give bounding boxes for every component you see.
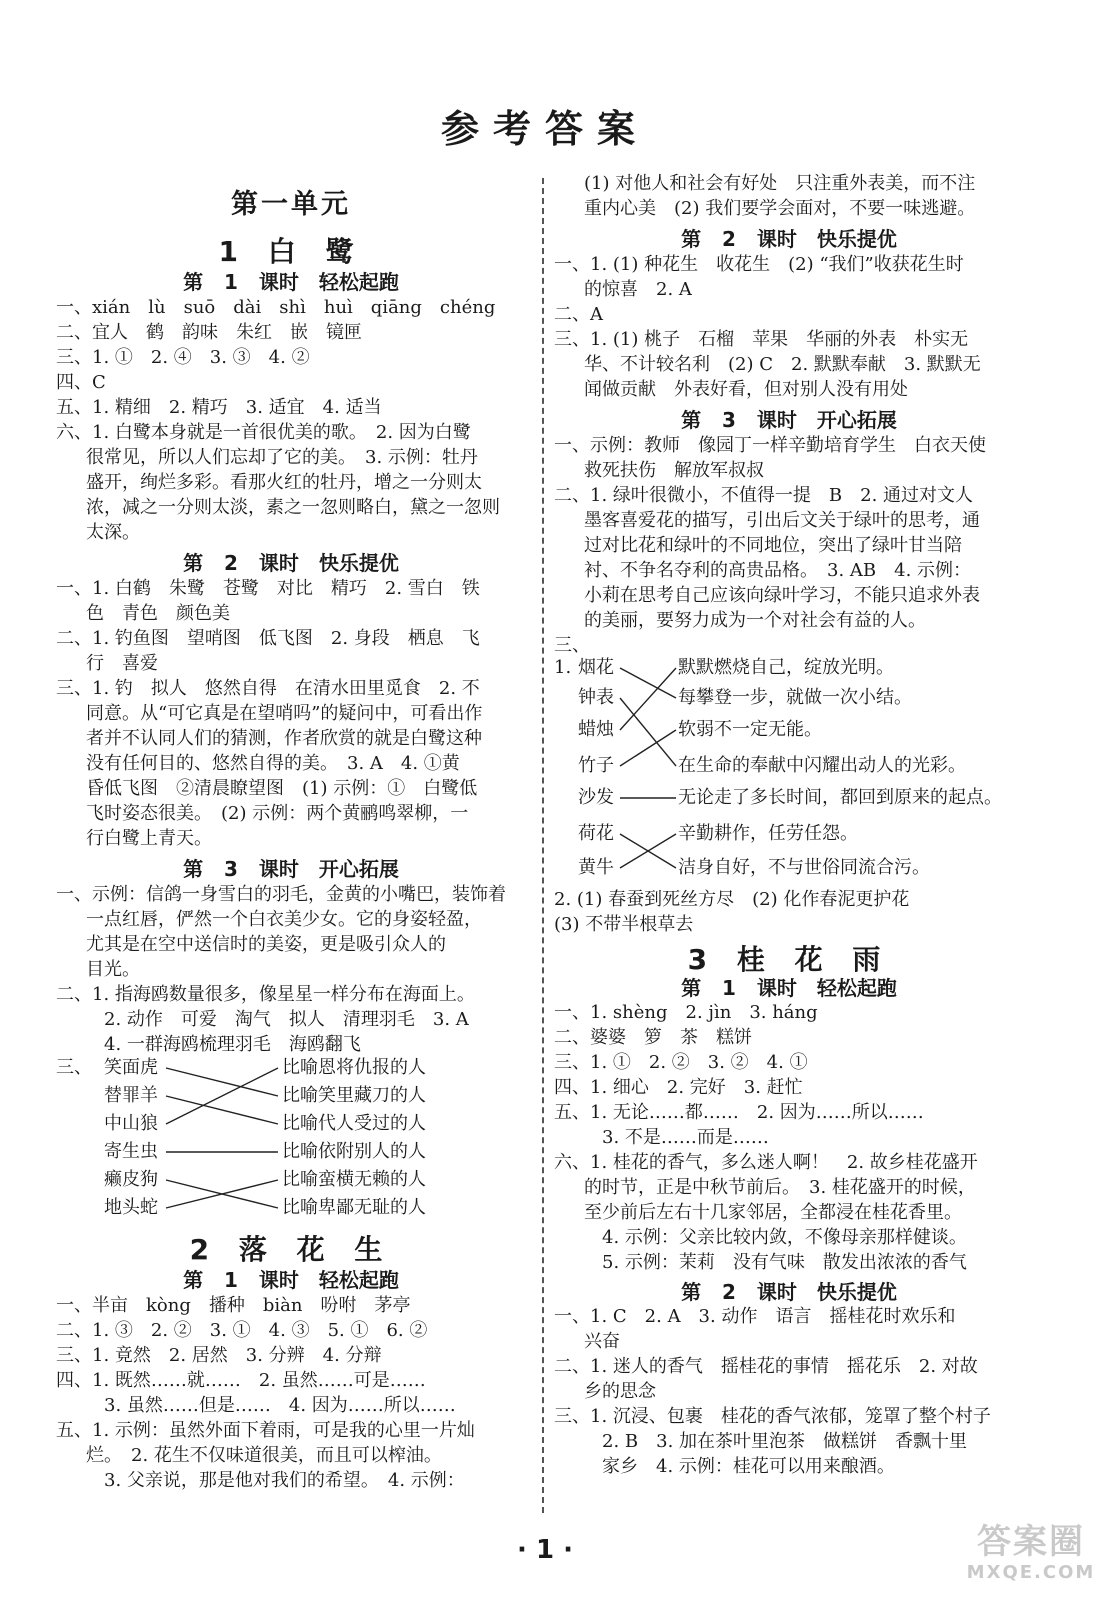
match-meaning: 无论走了多长时间，都回到原来的起点。	[678, 787, 1002, 808]
column-divider	[542, 178, 544, 1513]
match-line	[166, 1068, 278, 1096]
answer-line: 四、C	[56, 372, 106, 393]
answer-line: 华、不计较名利 (2) C 2. 默默奉献 3. 默默无	[584, 354, 981, 375]
watermark-logo-text: 答案圈	[977, 1522, 1085, 1562]
answer-line: 的美丽，要努力成为一个对社会有益的人。	[584, 610, 926, 631]
match-meaning: 比喻卑鄙无耻的人	[282, 1197, 426, 1218]
lesson-title: 2 落 花 生	[189, 1233, 393, 1266]
match-term: 荷花	[578, 823, 614, 844]
answer-line: 三、1. ① 2. ② 3. ② 4. ①	[554, 1052, 808, 1073]
answer-line: (3) 不带半根草去	[554, 914, 694, 935]
match-term: 钟表	[578, 687, 614, 708]
answer-line: 飞时姿态很美。 (2) 示例：两个黄鹂鸣翠柳，一	[86, 803, 469, 824]
period-title: 第 2 课时 快乐提优	[681, 1280, 897, 1304]
answer-line: 救死扶伤 解放军叔叔	[584, 460, 764, 481]
answer-line: 二、婆婆 箩 茶 糕饼	[554, 1027, 752, 1048]
answer-line: 一、1. 白鹤 朱鹭 苍鹭 对比 精巧 2. 雪白 铁	[56, 578, 480, 599]
answer-line: 4. 一群海鸥梳理羽毛 海鸥翻飞	[104, 1034, 361, 1055]
match-meaning: 比喻恩将仇报的人	[282, 1057, 426, 1078]
answer-line: 2. 动作 可爱 淘气 拟人 清理羽毛 3. A	[104, 1009, 469, 1030]
answer-line: 小莉在思考自己应该向绿叶学习，不能只追求外表	[584, 585, 980, 606]
period-title: 第 3 课时 开心拓展	[681, 408, 897, 432]
matching-label: 1.	[554, 657, 572, 678]
match-meaning: 在生命的奉献中闪耀出动人的光彩。	[678, 755, 966, 776]
answer-line: 三、1. 沉浸、包裹 桂花的香气浓郁，笼罩了整个村子	[554, 1406, 991, 1427]
answer-line: 兴奋	[584, 1331, 620, 1352]
match-term: 烟花	[578, 657, 614, 678]
answer-line: 没有任何目的、悠然自得的美。 3. A 4. ①黄	[86, 753, 460, 774]
match-line	[620, 730, 676, 766]
period-title: 第 1 课时 轻松起跑	[183, 1268, 399, 1292]
answer-line: 三、1. ① 2. ④ 3. ③ 4. ②	[56, 347, 310, 368]
match-meaning: 比喻笑里藏刀的人	[282, 1085, 426, 1106]
answer-line: 二、1. 绿叶很微小，不值得一提 B 2. 通过对文人	[554, 485, 974, 506]
answer-line: 二、A	[554, 304, 603, 325]
answer-line: 家乡 4. 示例：桂花可以用来酿酒。	[602, 1456, 895, 1477]
period-title: 第 1 课时 轻松起跑	[681, 976, 897, 1000]
answer-line: 2. (1) 春蚕到死丝方尽 (2) 化作春泥更护花	[554, 889, 910, 910]
match-meaning: 每攀登一步，就做一次小结。	[678, 687, 912, 708]
period-title: 第 2 课时 快乐提优	[681, 227, 897, 251]
answer-line: 一、示例：教师 像园丁一样辛勤培育学生 白衣天使	[554, 435, 986, 456]
answer-line: 衬、不争名夺利的高贵品格。 3. AB 4. 示例：	[584, 560, 972, 581]
match-meaning: 比喻代人受过的人	[282, 1113, 426, 1134]
match-term: 寄生虫	[104, 1141, 158, 1162]
answer-line: 六、1. 桂花的香气，多么迷人啊！ 2. 故乡桂花盛开	[554, 1152, 978, 1173]
answer-line: 三、1. (1) 桃子 石榴 苹果 华丽的外表 朴实无	[554, 329, 969, 350]
answer-line: 3. 不是……而是……	[602, 1127, 769, 1148]
answer-line: 尤其是在空中送信时的美姿，更是吸引众人的	[86, 934, 446, 955]
answer-line: 墨客喜爱花的描写，引出后文关于绿叶的思考，通	[584, 510, 980, 531]
lesson-title: 3 桂 花 雨	[687, 943, 891, 976]
unit-title: 第一单元	[231, 189, 351, 220]
answer-line: 一、1. shèng 2. jìn 3. háng	[554, 1002, 818, 1023]
answer-line: 乡的思念	[584, 1381, 656, 1402]
period-title: 第 1 课时 轻松起跑	[183, 270, 399, 294]
match-term: 沙发	[578, 787, 614, 808]
answer-line: 一、1. C 2. A 3. 动作 语言 摇桂花时欢乐和	[554, 1306, 956, 1327]
match-meaning: 比喻依附别人的人	[282, 1141, 426, 1162]
watermark-logo	[966, 1522, 1096, 1588]
match-meaning: 软弱不一定无能。	[678, 719, 822, 740]
answer-line: 4. 示例：父亲比较内敛，不像母亲那样健谈。	[602, 1227, 967, 1248]
answer-line: 一、示例：信鸽一身雪白的羽毛，金黄的小嘴巴，装饰着	[56, 884, 506, 905]
answer-line: 目光。	[86, 959, 140, 980]
answer-line: 5. 示例：茉莉 没有气味 散发出浓浓的香气	[602, 1252, 967, 1273]
answer-line: 3. 父亲说，那是他对我们的希望。 4. 示例：	[104, 1470, 465, 1491]
answer-line: 五、1. 示例：虽然外面下着雨，可是我的心里一片灿	[56, 1420, 475, 1441]
match-line	[166, 1096, 278, 1124]
answer-line: 者并不认同人们的猜测，作者欣赏的就是白鹭这种	[86, 728, 482, 749]
match-term: 替罪羊	[104, 1085, 158, 1106]
match-meaning: 辛勤耕作，任劳任怨。	[678, 823, 858, 844]
answer-line: 六、1. 白鹭本身就是一首很优美的歌。 2. 因为白鹭	[56, 422, 471, 443]
answer-line: 三、1. 竟然 2. 居然 3. 分辨 4. 分辩	[56, 1345, 382, 1366]
answer-line: 二、1. ③ 2. ② 3. ① 4. ③ 5. ① 6. ②	[56, 1320, 428, 1341]
match-line	[620, 698, 676, 766]
answer-line: 行 喜爱	[86, 653, 158, 674]
answer-line: 色 青色 颜色美	[86, 603, 230, 624]
matching-exercise	[56, 1056, 526, 1226]
match-term: 笑面虎	[104, 1057, 158, 1078]
match-line	[620, 668, 676, 698]
watermark-url: MXQE.COM	[966, 1562, 1096, 1583]
match-term: 中山狼	[104, 1113, 158, 1134]
matching-label: 三、	[56, 1057, 92, 1078]
answer-line: 一、1. (1) 种花生 收花生 (2) “我们”收获花生时	[554, 254, 964, 275]
match-term: 地头蛇	[104, 1197, 158, 1218]
answer-line: 五、1. 无论……都…… 2. 因为……所以……	[554, 1102, 924, 1123]
answer-line: 闻做贡献 外表好看，但对别人没有用处	[584, 379, 908, 400]
matching-exercise	[554, 656, 1024, 886]
page-title: 参考答案	[440, 107, 649, 151]
answer-line: 同意。从“可它真是在望哨吗”的疑问中，可看出作	[86, 703, 483, 724]
answer-line: 一、xián lù suō dài shì huì qiāng chéng	[56, 297, 496, 318]
answer-line: (1) 对他人和社会有好处 只注重外表美，而不注	[584, 173, 976, 194]
answer-line: 盛开，绚烂多彩。看那火红的牡丹，增之一分则太	[86, 472, 482, 493]
answer-line: 四、1. 细心 2. 完好 3. 赶忙	[554, 1077, 803, 1098]
answer-line: 一、半亩 kòng 播种 biàn 吩咐 茅亭	[56, 1295, 411, 1316]
answer-line: 三、	[554, 635, 590, 656]
answer-line: 行白鹭上青天。	[86, 828, 212, 849]
answer-line: 昏低飞图 ②清晨瞭望图 (1) 示例：① 白鹭低	[86, 778, 478, 799]
answer-line: 二、宜人 鹤 韵味 朱红 嵌 镜匣	[56, 322, 362, 343]
period-title: 第 3 课时 开心拓展	[183, 857, 399, 881]
answer-line: 很常见，所以人们忘却了它的美。 3. 示例：牡丹	[86, 447, 478, 468]
answer-line: 至少前后左右十几家邻居，全都浸在桂花香里。	[584, 1202, 962, 1223]
match-line	[620, 668, 676, 730]
match-line	[166, 1068, 278, 1124]
lesson-title: 1 白 鹭	[218, 235, 364, 268]
match-term: 黄牛	[578, 857, 614, 878]
answer-line: 的时节，正是中秋节前后。 3. 桂花盛开的时候，	[584, 1177, 976, 1198]
answer-line: 太深。	[86, 522, 140, 543]
match-term: 竹子	[578, 755, 614, 776]
answer-line: 二、1. 指海鸥数量很多，像星星一样分布在海面上。	[56, 984, 475, 1005]
match-term: 癞皮狗	[104, 1169, 158, 1190]
answer-line: 的惊喜 2. A	[584, 279, 692, 300]
answer-line: 二、1. 迷人的香气 摇桂花的事情 摇花乐 2. 对故	[554, 1356, 978, 1377]
match-term: 蜡烛	[578, 719, 614, 740]
answer-line: 五、1. 精细 2. 精巧 3. 适宜 4. 适当	[56, 397, 382, 418]
answer-line: 三、1. 钓 拟人 悠然自得 在清水田里觅食 2. 不	[56, 678, 480, 699]
period-title: 第 2 课时 快乐提优	[183, 551, 399, 575]
match-meaning: 默默燃烧自己，绽放光明。	[678, 657, 894, 678]
answer-line: 二、1. 钓鱼图 望哨图 低飞图 2. 身段 栖息 飞	[56, 628, 480, 649]
answer-line: 浓，减之一分则太淡，素之一忽则略白，黛之一忽则	[86, 497, 500, 518]
match-meaning: 洁身自好，不与世俗同流合污。	[678, 857, 930, 878]
answer-line: 烂。 2. 花生不仅味道很美，而且可以榨油。	[86, 1445, 442, 1466]
match-meaning: 比喻蛮横无赖的人	[282, 1169, 426, 1190]
page-number: · 1 ·	[517, 1535, 573, 1565]
answer-line: 3. 虽然……但是…… 4. 因为……所以……	[104, 1395, 456, 1416]
answer-line: 四、1. 既然……就…… 2. 虽然……可是……	[56, 1370, 426, 1391]
answer-line: 一点红唇，俨然一个白衣美少女。它的身姿轻盈，	[86, 909, 482, 930]
answer-line: 过对比花和绿叶的不同地位，突出了绿叶甘当陪	[584, 535, 962, 556]
answer-line: 2. B 3. 加在茶叶里泡茶 做糕饼 香飘十里	[602, 1431, 968, 1452]
answer-line: 重内心美 (2) 我们要学会面对，不要一味逃避。	[584, 198, 976, 219]
